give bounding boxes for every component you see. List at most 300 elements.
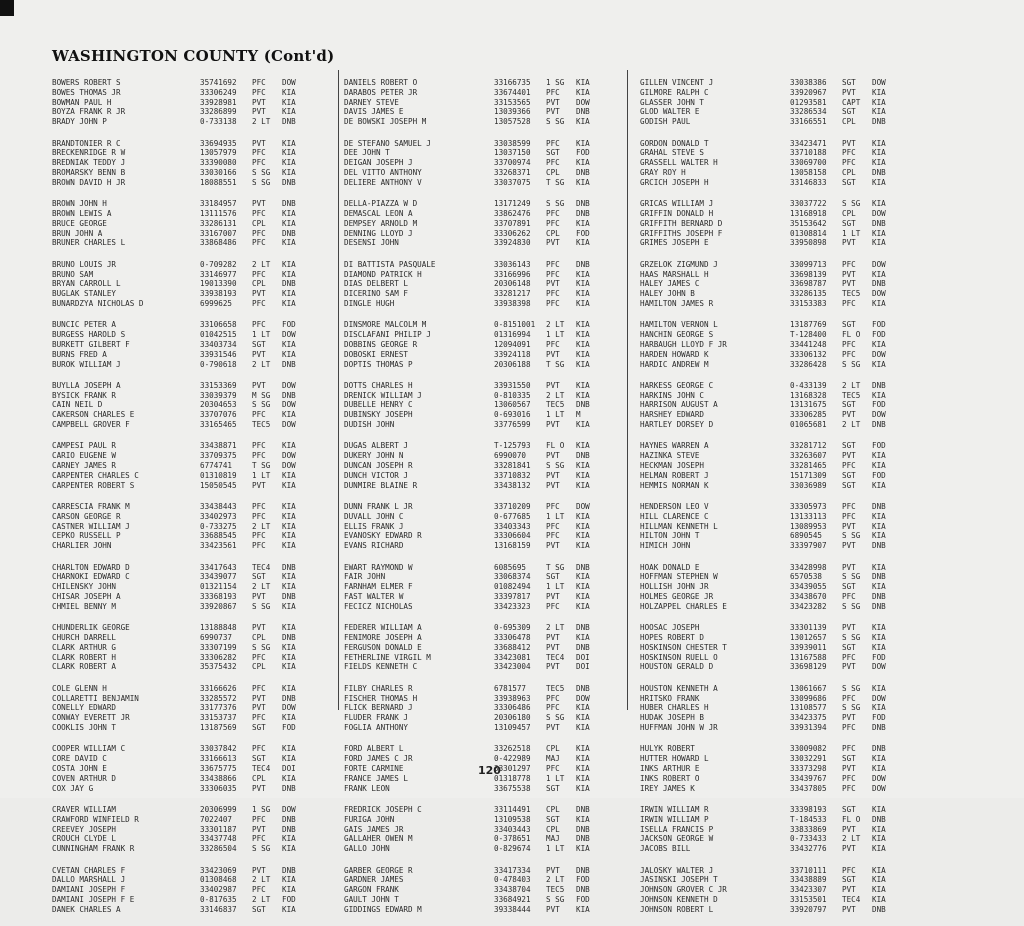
roster-entry bbox=[52, 744, 308, 754]
rank: PFC bbox=[842, 148, 856, 158]
roster-entry bbox=[344, 381, 602, 391]
roster-group bbox=[344, 260, 602, 309]
roster-entry bbox=[640, 320, 898, 330]
serial-number: 0-733138 bbox=[200, 117, 237, 127]
status-code: DNB bbox=[282, 633, 296, 642]
status-code: DNB bbox=[576, 865, 590, 875]
serial-number: 0-829674 bbox=[494, 844, 531, 854]
serial-number: 33099686 bbox=[790, 693, 827, 703]
soldier-name: CREEVEY JOSEPH bbox=[52, 824, 117, 834]
rank: SGT bbox=[842, 177, 856, 187]
status-code: KIA bbox=[282, 107, 296, 117]
serial-number: 33438443 bbox=[200, 502, 237, 512]
status-code: DNB bbox=[576, 642, 590, 652]
roster-entry bbox=[52, 441, 308, 451]
roster-entry bbox=[52, 805, 308, 815]
rank: SGT bbox=[842, 480, 856, 490]
status-code: KIA bbox=[282, 480, 296, 490]
status-code: DNB bbox=[872, 167, 886, 177]
soldier-name: HOOSAC JOSEPH bbox=[640, 623, 700, 633]
status-code: KIA bbox=[282, 904, 296, 914]
soldier-name: CLARK ROBERT H bbox=[52, 652, 117, 662]
soldier-name: GAIS JAMES JR bbox=[344, 824, 404, 834]
serial-number: 33281712 bbox=[790, 441, 827, 451]
soldier-name: DANIELS ROBERT O bbox=[344, 78, 418, 87]
roster-group bbox=[640, 260, 898, 309]
rank: SGT bbox=[842, 470, 856, 480]
status-code: DNB bbox=[872, 904, 886, 914]
status-code: KIA bbox=[872, 480, 886, 490]
rank: PVT bbox=[842, 541, 856, 551]
soldier-name: HAYNES WARREN A bbox=[640, 441, 709, 451]
rank: PVT bbox=[546, 662, 560, 672]
rank: 1 LT bbox=[546, 511, 565, 521]
roster-entry bbox=[640, 360, 898, 370]
status-code: KIA bbox=[282, 652, 296, 662]
serial-number: 35741692 bbox=[200, 78, 237, 87]
rank: PFC bbox=[842, 511, 856, 521]
serial-number: 33432776 bbox=[790, 844, 827, 854]
soldier-name: BROWN LEWIS A bbox=[52, 208, 112, 218]
roster-entry bbox=[52, 279, 308, 289]
status-code: KIA bbox=[282, 138, 296, 148]
roster-entry bbox=[640, 117, 898, 127]
serial-number: 6774741 bbox=[200, 461, 233, 471]
soldier-name: HILTON JOHN T bbox=[640, 531, 700, 541]
roster-group bbox=[640, 866, 898, 915]
roster-entry bbox=[640, 78, 898, 88]
rank: PFC bbox=[842, 722, 856, 732]
serial-number: 01316994 bbox=[494, 330, 531, 340]
roster-entry bbox=[640, 754, 898, 764]
status-code: DNB bbox=[872, 744, 886, 754]
roster-entry bbox=[52, 209, 308, 219]
serial-number: 15171309 bbox=[790, 470, 827, 480]
rank: S SG bbox=[546, 713, 565, 723]
serial-number: 33037722 bbox=[790, 199, 827, 209]
serial-number: 33423282 bbox=[790, 601, 827, 611]
serial-number: 33030166 bbox=[200, 167, 237, 177]
roster-entry bbox=[344, 451, 602, 461]
soldier-name: BRUCE GEORGE bbox=[52, 218, 107, 228]
status-code: KIA bbox=[576, 138, 590, 148]
status-code: KIA bbox=[282, 298, 296, 308]
rank: PFC bbox=[252, 441, 266, 451]
roster-entry bbox=[344, 825, 602, 835]
serial-number: 33438889 bbox=[790, 875, 827, 885]
serial-number: 13109457 bbox=[494, 722, 531, 732]
rank: 1 LT bbox=[546, 582, 565, 592]
rank: TEC4 bbox=[842, 894, 861, 904]
rank: PVT bbox=[252, 480, 266, 490]
roster-entry bbox=[344, 512, 602, 522]
soldier-name: CHARLIER JOHN bbox=[52, 541, 112, 551]
roster-entry bbox=[52, 723, 308, 733]
rank: 2 LT bbox=[252, 582, 271, 592]
roster-entry bbox=[344, 199, 602, 209]
roster-entry bbox=[344, 662, 602, 672]
serial-number: 0-817635 bbox=[200, 894, 237, 904]
roster-entry bbox=[640, 461, 898, 471]
soldier-name: GODISH PAUL bbox=[640, 117, 691, 127]
serial-number: 33268371 bbox=[494, 167, 531, 177]
status-code: KIA bbox=[872, 359, 886, 369]
soldier-name: HALEY JOHN B bbox=[640, 289, 695, 299]
roster-entry bbox=[640, 764, 898, 774]
status-code: KIA bbox=[282, 683, 296, 693]
soldier-name: CARNEY JAMES R bbox=[52, 461, 117, 471]
serial-number: 13168159 bbox=[494, 541, 531, 551]
roster-entry bbox=[52, 461, 308, 471]
rank: PFC bbox=[252, 541, 266, 551]
roster-entry bbox=[640, 623, 898, 633]
roster-entry bbox=[640, 592, 898, 602]
serial-number: 33153565 bbox=[494, 97, 531, 107]
roster-entry bbox=[344, 844, 602, 854]
serial-number: 13037150 bbox=[494, 148, 531, 158]
rank: PFC bbox=[252, 148, 266, 158]
serial-number: 33166735 bbox=[494, 78, 531, 87]
roster-entry bbox=[52, 662, 308, 672]
serial-number: 6999625 bbox=[200, 298, 233, 308]
rank: MAJ bbox=[546, 834, 560, 844]
soldier-name: GLASSER JOHN T bbox=[640, 97, 705, 107]
roster-group bbox=[640, 199, 898, 248]
roster-entry bbox=[640, 381, 898, 391]
roster-entry bbox=[344, 320, 602, 330]
status-code: KIA bbox=[576, 601, 590, 611]
rank: SGT bbox=[842, 78, 856, 87]
soldier-name: FRANK LEON bbox=[344, 783, 390, 793]
roster-group bbox=[640, 320, 898, 369]
status-code: KIA bbox=[576, 87, 590, 97]
serial-number: 33423375 bbox=[790, 713, 827, 723]
status-code: DOW bbox=[282, 78, 296, 87]
soldier-name: HUTTER HOWARD L bbox=[640, 754, 709, 764]
serial-number: 33285572 bbox=[200, 693, 237, 703]
serial-number: 33036989 bbox=[790, 480, 827, 490]
rank: PFC bbox=[842, 349, 856, 359]
soldier-name: DELIERE ANTHONY V bbox=[344, 177, 422, 187]
soldier-name: FEDERER WILLIAM A bbox=[344, 623, 422, 633]
roster-column-1 bbox=[52, 78, 308, 926]
serial-number: 33423561 bbox=[200, 541, 237, 551]
rank: CPL bbox=[252, 662, 266, 672]
status-code: KIA bbox=[282, 158, 296, 168]
serial-number: 33153501 bbox=[790, 894, 827, 904]
rank: S SG bbox=[546, 117, 565, 127]
rank: FL O bbox=[546, 441, 565, 451]
serial-number: 33146833 bbox=[790, 177, 827, 187]
rank: SGT bbox=[546, 572, 560, 582]
roster-group bbox=[52, 260, 308, 309]
soldier-name: DIAS DELBERT L bbox=[344, 279, 409, 289]
soldier-name: FORD JAMES C JR bbox=[344, 754, 413, 764]
rank: SGT bbox=[252, 722, 266, 732]
rank: PFC bbox=[252, 208, 266, 218]
rank: PVT bbox=[546, 279, 560, 289]
status-code: DNB bbox=[872, 218, 886, 228]
status-code: DNB bbox=[282, 390, 296, 400]
serial-number: 33402987 bbox=[200, 885, 237, 895]
rank: PVT bbox=[842, 138, 856, 148]
rank: PFC bbox=[252, 410, 266, 420]
serial-number: 20304653 bbox=[200, 400, 237, 410]
serial-number: 33286135 bbox=[790, 289, 827, 299]
serial-number: 0-810335 bbox=[494, 390, 531, 400]
soldier-name: GALLAHER OWEN M bbox=[344, 834, 413, 844]
soldier-name: BUROK WILLIAM J bbox=[52, 359, 121, 369]
status-code: KIA bbox=[282, 642, 296, 652]
soldier-name: GALLO JOHN bbox=[344, 844, 390, 854]
status-code: DNB bbox=[872, 541, 886, 551]
roster-entry bbox=[640, 238, 898, 248]
serial-number: 33710188 bbox=[790, 148, 827, 158]
status-code: KIA bbox=[872, 763, 886, 773]
roster-entry bbox=[52, 592, 308, 602]
roster-entry bbox=[52, 774, 308, 784]
roster-entry bbox=[640, 662, 898, 672]
status-code: DNB bbox=[872, 601, 886, 611]
roster-entry bbox=[52, 834, 308, 844]
status-code: KIA bbox=[282, 470, 296, 480]
status-code: DNB bbox=[282, 199, 296, 209]
serial-number: 13012657 bbox=[790, 633, 827, 642]
serial-number: 20306188 bbox=[494, 359, 531, 369]
soldier-name: HUBER CHARLES H bbox=[640, 703, 709, 713]
roster-entry bbox=[640, 168, 898, 178]
rank: PVT bbox=[842, 87, 856, 97]
roster-entry bbox=[52, 885, 308, 895]
serial-number: 33301297 bbox=[494, 763, 531, 773]
rank: CAPT bbox=[842, 97, 861, 107]
roster-entry bbox=[640, 572, 898, 582]
serial-number: 33306249 bbox=[200, 87, 237, 97]
status-code: DNB bbox=[576, 834, 590, 844]
roster-entry bbox=[344, 158, 602, 168]
soldier-name: DAVIS JAMES E bbox=[344, 107, 404, 117]
roster-entry bbox=[52, 381, 308, 391]
serial-number: 33924830 bbox=[494, 238, 531, 248]
roster-entry bbox=[640, 420, 898, 430]
soldier-name: DEIGAN JOSEPH J bbox=[344, 158, 413, 168]
roster-entry bbox=[52, 219, 308, 229]
serial-number: 0-693016 bbox=[494, 410, 531, 420]
status-code: DOW bbox=[282, 330, 296, 340]
soldier-name: CASTNER WILLIAM J bbox=[52, 521, 130, 531]
status-code: DOW bbox=[872, 410, 886, 420]
rank: PFC bbox=[546, 601, 560, 611]
rank: CPL bbox=[546, 824, 560, 834]
status-code: KIA bbox=[872, 894, 886, 904]
roster-entry bbox=[640, 825, 898, 835]
rank: PFC bbox=[842, 744, 856, 754]
rank: PFC bbox=[252, 451, 266, 461]
status-code: FOD bbox=[872, 400, 886, 410]
roster-entry bbox=[640, 471, 898, 481]
status-code: KIA bbox=[576, 279, 590, 289]
soldier-name: DOBBINS GEORGE R bbox=[344, 339, 418, 349]
status-code: KIA bbox=[576, 541, 590, 551]
roster-group bbox=[640, 563, 898, 612]
serial-number: 15050545 bbox=[200, 480, 237, 490]
status-code: KIA bbox=[282, 148, 296, 158]
roster-group bbox=[344, 381, 602, 430]
rank: FL O bbox=[842, 330, 861, 340]
serial-number: 33038599 bbox=[494, 138, 531, 148]
roster-entry bbox=[52, 866, 308, 876]
rank: PFC bbox=[842, 652, 856, 662]
status-code: DNB bbox=[282, 814, 296, 824]
serial-number: 33417643 bbox=[200, 562, 237, 572]
roster-entry bbox=[344, 178, 602, 188]
soldier-name: HOLMES GEORGE JR bbox=[640, 592, 714, 602]
roster-entry bbox=[344, 330, 602, 340]
roster-entry bbox=[52, 784, 308, 794]
soldier-name: JOHNSON KENNETH D bbox=[640, 894, 718, 904]
roster-entry bbox=[52, 410, 308, 420]
rank: PVT bbox=[842, 824, 856, 834]
status-code: KIA bbox=[576, 754, 590, 764]
serial-number: 33694935 bbox=[200, 138, 237, 148]
rank: PFC bbox=[252, 158, 266, 168]
soldier-name: HOLZAPPEL CHARLES E bbox=[640, 601, 727, 611]
roster-entry bbox=[344, 350, 602, 360]
status-code: DOW bbox=[872, 208, 886, 218]
roster-entry bbox=[344, 98, 602, 108]
serial-number: 33707076 bbox=[200, 410, 237, 420]
roster-entry bbox=[52, 582, 308, 592]
status-code: KIA bbox=[576, 298, 590, 308]
roster-entry bbox=[344, 78, 602, 88]
roster-entry bbox=[52, 420, 308, 430]
status-code: DOI bbox=[576, 652, 590, 662]
roster-entry bbox=[640, 299, 898, 309]
soldier-name: BRUNER CHARLES L bbox=[52, 238, 126, 248]
roster-group bbox=[640, 623, 898, 672]
roster-entry bbox=[640, 98, 898, 108]
soldier-name: FIELDS KENNETH C bbox=[344, 662, 418, 672]
rank: PVT bbox=[842, 521, 856, 531]
soldier-name: EVANS RICHARD bbox=[344, 541, 404, 551]
rank: PFC bbox=[252, 269, 266, 279]
soldier-name: GAULT JOHN T bbox=[344, 894, 399, 904]
rank: 1 SG bbox=[546, 78, 565, 87]
soldier-name: HANCHIN GEORGE S bbox=[640, 330, 714, 340]
roster-entry bbox=[344, 805, 602, 815]
rank: SGT bbox=[252, 754, 266, 764]
soldier-name: GRIFFIN DONALD H bbox=[640, 208, 714, 218]
serial-number: 13187569 bbox=[200, 722, 237, 732]
serial-number: 33286504 bbox=[200, 844, 237, 854]
soldier-name: GARDNER JAMES bbox=[344, 875, 404, 885]
roster-entry bbox=[344, 764, 602, 774]
soldier-name: FILBY CHARLES R bbox=[344, 683, 413, 693]
rank: CPL bbox=[252, 218, 266, 228]
serial-number: 33428998 bbox=[790, 562, 827, 572]
status-code: DNB bbox=[872, 502, 886, 512]
rank: S SG bbox=[842, 359, 861, 369]
status-code: KIA bbox=[872, 339, 886, 349]
rank: PVT bbox=[546, 480, 560, 490]
soldier-name: ISELLA FRANCIS P bbox=[640, 824, 714, 834]
status-code: KIA bbox=[872, 844, 886, 854]
roster-entry bbox=[344, 279, 602, 289]
serial-number: 33437748 bbox=[200, 834, 237, 844]
serial-number: 12094091 bbox=[494, 339, 531, 349]
rank: PVT bbox=[252, 783, 266, 793]
rank: PFC bbox=[252, 652, 266, 662]
roster-entry bbox=[640, 330, 898, 340]
roster-group bbox=[52, 381, 308, 430]
roster-entry bbox=[640, 684, 898, 694]
rank: TEC4 bbox=[252, 562, 271, 572]
roster-entry bbox=[344, 481, 602, 491]
rank: PFC bbox=[546, 158, 560, 168]
serial-number: 33710111 bbox=[790, 865, 827, 875]
soldier-name: CARSON GEORGE R bbox=[52, 511, 121, 521]
serial-number: 33286131 bbox=[200, 218, 237, 228]
roster-entry bbox=[344, 219, 602, 229]
rank: PVT bbox=[546, 470, 560, 480]
roster-group bbox=[640, 805, 898, 854]
roster-entry bbox=[52, 531, 308, 541]
rank: SGT bbox=[842, 320, 856, 330]
serial-number: 33833869 bbox=[790, 824, 827, 834]
status-code: KIA bbox=[576, 844, 590, 854]
status-code: KIA bbox=[576, 349, 590, 359]
rank: PVT bbox=[252, 623, 266, 633]
soldier-name: HOLLISH JOHN JR bbox=[640, 582, 709, 592]
status-code: DNB bbox=[282, 783, 296, 793]
rank: PFC bbox=[546, 298, 560, 308]
rank: 2 LT bbox=[546, 623, 565, 633]
soldier-name: DEMPSEY ARNOLD M bbox=[344, 218, 418, 228]
status-code: DOW bbox=[576, 693, 590, 703]
status-code: KIA bbox=[576, 814, 590, 824]
status-code: KIA bbox=[872, 87, 886, 97]
roster-entry bbox=[640, 260, 898, 270]
roster-entry bbox=[344, 410, 602, 420]
rank: TEC5 bbox=[546, 400, 565, 410]
roster-entry bbox=[344, 441, 602, 451]
soldier-name: DOBOSKI ERNEST bbox=[344, 349, 409, 359]
roster-entry bbox=[640, 400, 898, 410]
rank: 1 LT bbox=[842, 228, 861, 238]
serial-number: 18088551 bbox=[200, 177, 237, 187]
serial-number: 33106658 bbox=[200, 320, 237, 330]
status-code: KIA bbox=[282, 167, 296, 177]
soldier-name: BUGLAK STANLEY bbox=[52, 289, 117, 299]
rank: T SG bbox=[546, 562, 565, 572]
status-code: KIA bbox=[576, 773, 590, 783]
soldier-name: DUVALL JOHN C bbox=[344, 511, 404, 521]
status-code: DNB bbox=[282, 562, 296, 572]
rank: PVT bbox=[252, 138, 266, 148]
rank: S SG bbox=[546, 461, 565, 471]
roster-column-3 bbox=[640, 78, 898, 926]
soldier-name: COX JAY G bbox=[52, 783, 94, 793]
rank: T SG bbox=[546, 359, 565, 369]
column-divider-left bbox=[338, 70, 339, 710]
rank: CPL bbox=[546, 228, 560, 238]
rank: PVT bbox=[252, 693, 266, 703]
serial-number: 33167007 bbox=[200, 228, 237, 238]
rank: PFC bbox=[842, 502, 856, 512]
rank: TEC5 bbox=[842, 390, 861, 400]
roster-entry bbox=[344, 461, 602, 471]
soldier-name: CRAVER WILLIAM bbox=[52, 804, 117, 814]
